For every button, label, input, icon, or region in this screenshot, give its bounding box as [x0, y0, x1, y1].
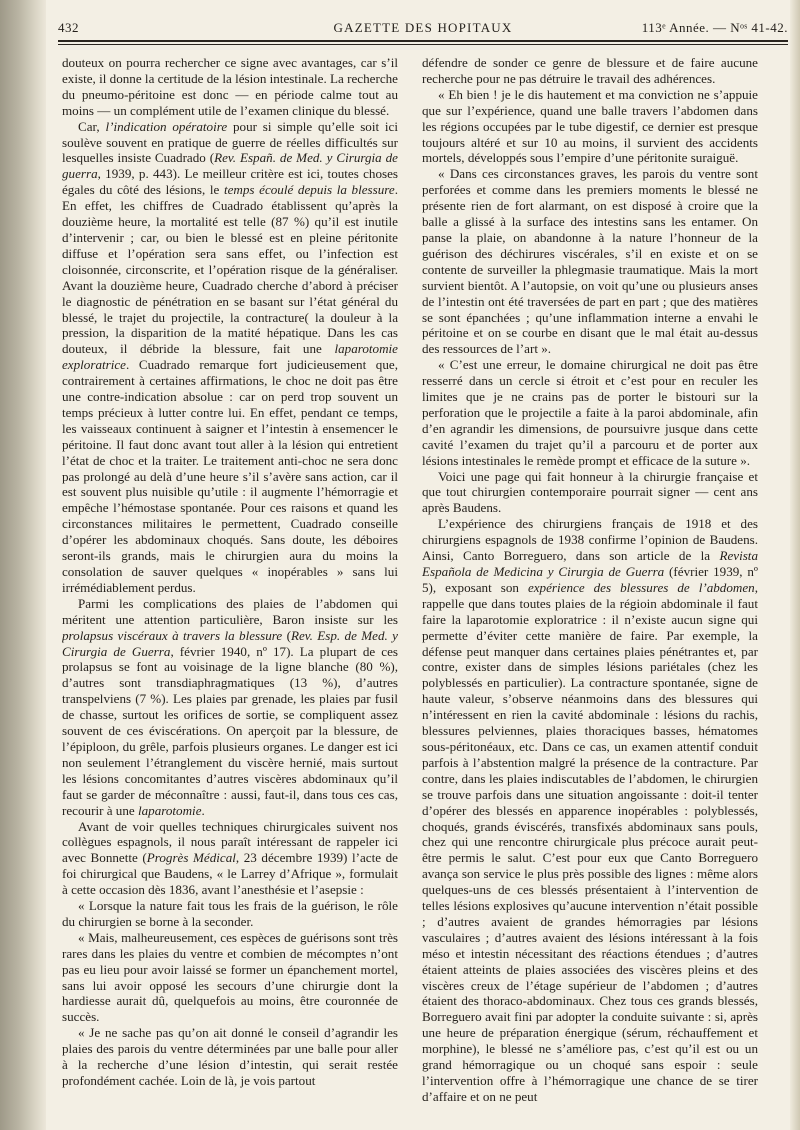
page-number: 432	[58, 20, 79, 35]
italic-text: Rev. Españ. de Med. y Cirurgia de guerra	[62, 150, 398, 182]
journal-title: GAZETTE DES HOPITAUX	[333, 20, 513, 35]
italic-text: laparotomie	[137, 802, 202, 818]
text-run: « Dans ces circonstances graves, les parois du ventre sont perforées et comme dans les premiers moments le blessé ne présente rien de fort alarmant, on est disposé à croire que la balle a glissé à la surface des intestins sans les entamer. On panse la plaie, on abandonne à la nature l’honneur de la guérison des déchirures viscérales, s’il en existe et on se contente de surveiller la phlegmasie traumatique. Mais la mort survient bientôt. A l’autopsie, on voit qu’une ou plusieurs anses de l’intestin ont été traversées de part en part ; que des matières se sont épanchées ; qu’une inflammation interne a envahi le péritoine et on se courbe en disant que le mal était au-dessus des ressources de l’art ».	[422, 166, 758, 357]
paragraph	[62, 596, 398, 819]
header-rule-thick	[58, 40, 788, 42]
paragraph	[422, 166, 758, 357]
text-run: (	[282, 627, 291, 643]
paragraph	[422, 55, 758, 87]
text-run: . En effet, les chiffres de Cuadrado établissent qu’après la douzième heure, la mortalité est telle (87 %) qu’il est inutile d’intervenir ; car, ou bien le blessé est en pleine péritonite diffuse et l’opération sera sans effet, ou l’infection est cloisonnée, circonscrite, et l’opération risque de la généraliser. Avant la douzième heure, Cuadrado cherche d’abord à préciser le diagnostic de pénétration en se basant sur l’état général du blessé, le trajet du projectile, la contracture( la douleur à la pression, la disparition de la matité hépatique. Dans les cas douteux, il débride la blessure, fait une	[62, 182, 398, 357]
italic-text: prolapsus viscéraux à travers la blessure	[62, 627, 283, 643]
italic-text: l’indication opératoire	[105, 118, 228, 134]
italic-text: Progrès Médical	[146, 850, 236, 866]
text-run: (février 1939, nº 5), exposant son	[422, 564, 758, 595]
text-run: . Cuadrado remarque fort judicieusement que, contrairement à certaines affirmations, le choc ne doit pas être une contre-indication absolue : car on perd trop souvent un temps précieux à lutter contre lui. En effet, pendant ce temps, les vaisseaux continuent à saigner et l’intestin à ensemencer le péritoine. Il faut donc avant tout aller à la lésion qui entretient l’état de choc et la traiter. Le traitement anti-choc ne sera donc pas prolongé au delà d’une heure s’il s’avère sans action, car il est souvent plus nuisible qu’utile : il augmente l’hémorragie et empêche l’hémostase spontanée. Pour ces raisons et quand les circonstances militaires le permettent, Cuadrado conseille d’opérer les abdominaux choqués. Sans doute, les déboires seront-ils grands, mais le chirurgien aura du moins la consolation de sauver quelques « inopérables » sans lui irrémédiablement perdus.	[62, 357, 398, 595]
scan-binding-edge	[0, 0, 46, 1130]
text-run: Voici une page qui fait honneur à la chirurgie française et que tout chirurgien contemporaire pourrait signer — cent ans après Baudens.	[422, 468, 758, 516]
text-run: Avant de voir quelles techniques chirurgicales suivent nos collègues espagnols, il nous paraît intéressant de rappeler ici avec Bonnette (	[62, 818, 398, 866]
text-run: , février 1940, nº 17). La plupart de ces prolapsus se font au voisinage de la ligne blanche (80 %), d’autres sont transdiaphragmatiques (13 %), d’autres transpelviens (7 %). Les plaies par grenade, les plaies par fusil de chasse, surtout les orifices de sortie, se compliquent assez souvent de ces éviscérations. On aperçoit par la blessure, de l’épiploon, du grêle, parfois plusieurs organes. Le danger est ici non seulement l’étranglement du viscère hernié, mais surtout les lésions concomitantes d’autres viscères abdominaux qu’il faut se garder de méconnaître : aussi, faut-il, dans tous ces cas, recourir à une	[62, 643, 398, 818]
paragraph	[422, 87, 758, 167]
text-run: Parmi les complications des plaies de l’abdomen qui méritent une attention particulière, Baron insiste sur les	[62, 595, 398, 627]
issue-info: 113ᵉ Année. — Nᵒˢ 41-42.	[641, 20, 788, 35]
paragraph	[422, 516, 758, 1105]
italic-text: temps écoulé depuis la blessure	[223, 182, 395, 198]
right-text-column	[422, 55, 758, 1123]
header-rule-thin	[58, 44, 788, 45]
text-run: défendre de sonder ce genre de blessure et de faire aucune recherche pour ne pas détruire le travail des adhérences.	[422, 55, 758, 86]
paragraph	[62, 119, 398, 596]
paragraph	[62, 898, 398, 930]
left-text-column	[62, 55, 398, 1123]
text-run: « Mais, malheureusement, ces espèces de guérisons sont très rares dans les plaies du ventre et combien de mécomptes n’ont pas eu lieu pour avoir laissé se former un épanchement mortel, sans lui avoir opposé les secours d’une chirurgie dont la hardiesse aurait dû, quelquefois au moins, être couronnée de succès.	[62, 929, 398, 1025]
text-run: pour si simple qu’elle soit ici soulève souvent en pratique de guerre de réelles difficultés sur lesquelles insiste Cuadrado (	[62, 118, 398, 166]
italic-text: Rev. Esp. de Med. y Cirurgia de Guerra	[62, 627, 398, 659]
paragraph	[422, 469, 758, 517]
paragraph	[422, 357, 758, 468]
text-run: , 1939, p. 443). Le meilleur critère est ici, toutes choses égales du côté des lésions, le	[62, 166, 398, 198]
italic-text: expérience des blessures de l’abdomen	[527, 579, 755, 595]
text-run: « C’est une erreur, le domaine chirurgical ne doit pas être resserré dans un cercle si étroit et c’est pour en reculer les limites que je ne crains pas de porter le bistouri sur la perforation que le projectile a faite à la paroi abdominale, afin d’en agrandir les dimensions, de poursuivre jusque dans cette cavité l’examen du trajet qu’il a parcouru et de porter aux lésions intestinales le remède prompt et efficace de la suture ».	[422, 357, 758, 468]
text-run: « Eh bien ! je le dis hautement et ma conviction ne s’appuie que sur l’expérience, quand une balle travers l’abdomen dans les régions occupées par le tube digestif, ce dernier est presque toujours altéré et sur 10 au moins, il survient des accidents mortels, développés sous l’empire d’une péritonite suraiguë.	[422, 86, 758, 166]
text-run: douteux on pourra rechercher ce signe avec avantages, car s’il existe, il donne la certitude de la lésion intestinale. La recherche du pneumo-péritoine est donc — en période calme tout au moins — un complément utile de l’examen clinique du blessé.	[62, 55, 398, 118]
text-run: , rappelle que dans toutes plaies de la régioin abdominale il faut faire la laparotomie exploratrice : il n’existe aucun signe qui permette d’éviter cette manière de faire. Par exemple, la défense peut manquer dans certaines plaies pénétrantes et, par contre, exister dans de simples lésions pariétales (chez les polyblessés en particulier). La contracture spontanée, signe de haute valeur, s’observe néanmoins dans des blessures qui n’intéressent en rien la cavité abdominale : lésions du rachis, blessures pelviennes, plaies thoraciques basses, hématomes sous-péritonéaux, etc. Dans ce cas, un examen attentif conduit parfois à l’abstention malgré la présence de la contracture. Par contre, dans les plaies indiscutables de l’abdomen, le chirurgien se trouve parfois dans une situation angoissante : doit-il tenter d’opérer des blessés en apparence inopérables : polyblessés, choqués, grands éviscérés, transfixés abdominaux sans pouls, chez qui une rencontre chirurgicale plus précoce aurait peut-être permis le salut. C’est pour eux que Canto Borreguero avança son service le plus près possible des lignes : même alors quelques-uns de ces blessés présentaient à l’intervention de telles lésions explosives qu’aucune intervention n’était possible ; d’autres avaient de grandes hémorragies par lésions vasculaires ; d’autres avaient des lésions intéressant à la fois méso et intestin nécessitant des réactions étendues ; d’autres étaient atteints de plaies associées des viscères pleins et des viscères creux de l’étage supérieur de l’abdomen ; d’autres étaient des thoraco-abdominaux. Chez tous ces grands blessés, Borreguero avait fini par adopter la conduite suivante : si, après une heure de préparation énergique (sérum, réchauffement et morphine), le blessé ne s’améliore pas, c’est qu’il est ou un grand hémorragique ou un choqué sans espoir : seule l’intervention offre à l’hémorragique une chance de se tirer d’affaire et on ne peut	[422, 579, 758, 1104]
paragraph	[62, 1025, 398, 1089]
italic-text: laparotomie exploratrice	[62, 341, 398, 373]
text-run: « Je ne sache pas qu’on ait donné le conseil d’agrandir les plaies des parois du ventre déterminées par une balle pour aller à la recherche d’une lésion d’intestin, qui serait restée profondément cachée. Loin de là, je vois partout	[62, 1025, 398, 1088]
paragraph	[62, 930, 398, 1025]
text-run: « Lorsque la nature fait tous les frais de la guérison, le rôle du chirurgien se borne à la seconder.	[62, 898, 398, 929]
page-header	[58, 20, 788, 38]
paragraph	[62, 55, 398, 119]
italic-text: Revista Española de Medicina y Cirurgia de Guerra	[422, 548, 758, 579]
text-run: .	[201, 802, 205, 818]
text-run: L’expérience des chirurgiens français de 1918 et des chirurgiens espagnols de 1938 confirme l’opinion de Baudens. Ainsi, Canto Borreguero, dans son article de la	[422, 516, 758, 564]
text-run: Car,	[78, 118, 106, 134]
paragraph	[62, 819, 398, 899]
text-run: , 23 décembre 1939) l’acte de foi chirurgical que Baudens, « le Larrey d’Afrique », formulait à cette occasion dès 1836, avant l’anesthésie et l’asepsie :	[62, 850, 398, 898]
scan-right-edge	[790, 0, 800, 1130]
